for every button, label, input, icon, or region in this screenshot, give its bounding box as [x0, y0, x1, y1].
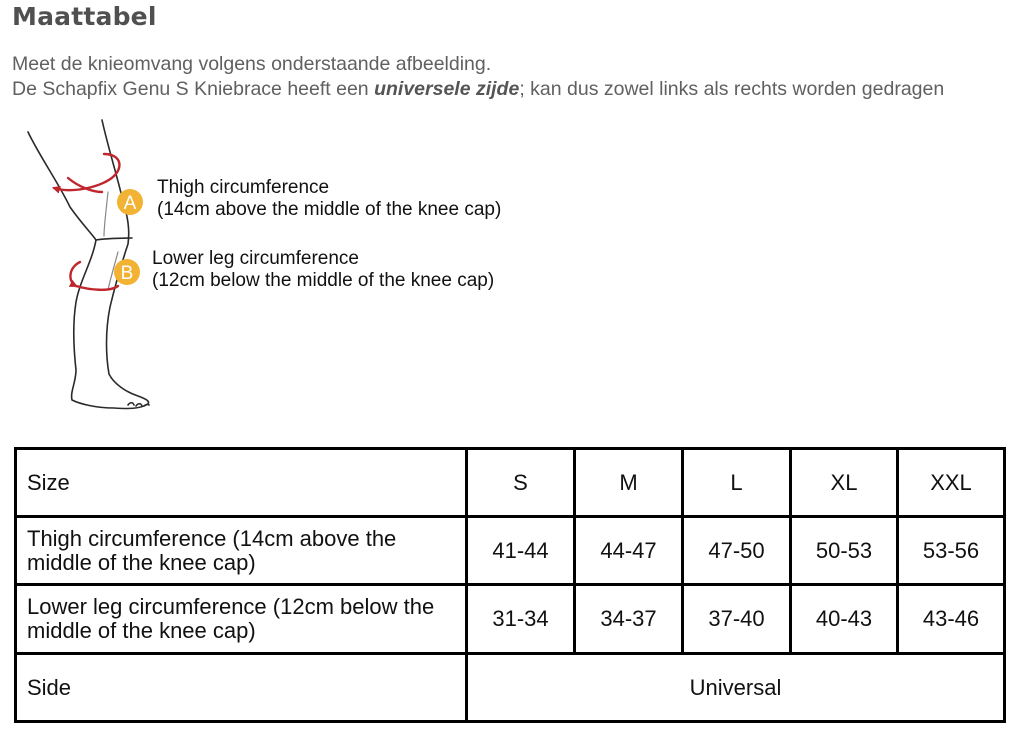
- table-cell: 31-34: [467, 585, 575, 654]
- intro-emphasis: universele zijde: [374, 78, 520, 100]
- thigh-measure-label: [157, 177, 501, 221]
- table-row-side: [16, 654, 1005, 722]
- table-cell: 47-50: [683, 517, 791, 585]
- calf-label-line-1: Lower leg circumference: [152, 248, 359, 269]
- intro-line-2-end: ; kan dus zowel links als rechts worden gedragen: [519, 78, 945, 100]
- size-column-header: XL: [791, 449, 898, 517]
- page-title: Maattabel: [12, 2, 157, 31]
- table-cell: 50-53: [791, 517, 898, 585]
- table-cell: 44-47: [575, 517, 683, 585]
- table-cell: 43-46: [898, 585, 1005, 654]
- row-label-thigh: Thigh circumference (14cm above the middle of the knee cap): [16, 517, 467, 585]
- thigh-label-line-1: Thigh circumference: [157, 177, 330, 198]
- row-label-lower-leg: Lower leg circumference (12cm below the middle of the knee cap): [16, 585, 467, 654]
- marker-a-icon: [117, 189, 143, 215]
- size-column-header: M: [575, 449, 683, 517]
- size-header-cell: Size: [16, 449, 467, 517]
- table-cell: 53-56: [898, 517, 1005, 585]
- table-cell: 34-37: [575, 585, 683, 654]
- row-label-side: Side: [16, 654, 467, 722]
- table-row: [16, 517, 1005, 585]
- table-cell: 41-44: [467, 517, 575, 585]
- side-value-cell: Universal: [467, 654, 1005, 722]
- size-column-header: S: [467, 449, 575, 517]
- intro-text: [12, 52, 944, 102]
- thigh-measure-arrow: [54, 154, 119, 192]
- svg-text:A: A: [123, 193, 137, 214]
- calf-measure-label: [152, 248, 494, 292]
- table-header-row: [16, 449, 1005, 517]
- marker-b-icon: [114, 259, 140, 285]
- table-row: [16, 585, 1005, 654]
- intro-line-2-start: De Schapfix Genu S Kniebrace heeft een: [12, 78, 375, 100]
- table-cell: 37-40: [683, 585, 791, 654]
- intro-line-2: [12, 77, 944, 102]
- svg-text:B: B: [120, 263, 134, 284]
- thigh-label-line-2: (14cm above the middle of the knee cap): [157, 199, 502, 220]
- calf-label-line-2: (12cm below the middle of the knee cap): [152, 270, 495, 291]
- size-column-header: L: [683, 449, 791, 517]
- intro-line-1: Meet de knieomvang volgens onderstaande afbeelding.: [12, 53, 492, 75]
- size-column-header: XXL: [898, 449, 1005, 517]
- size-table: [14, 447, 1006, 723]
- table-cell: 40-43: [791, 585, 898, 654]
